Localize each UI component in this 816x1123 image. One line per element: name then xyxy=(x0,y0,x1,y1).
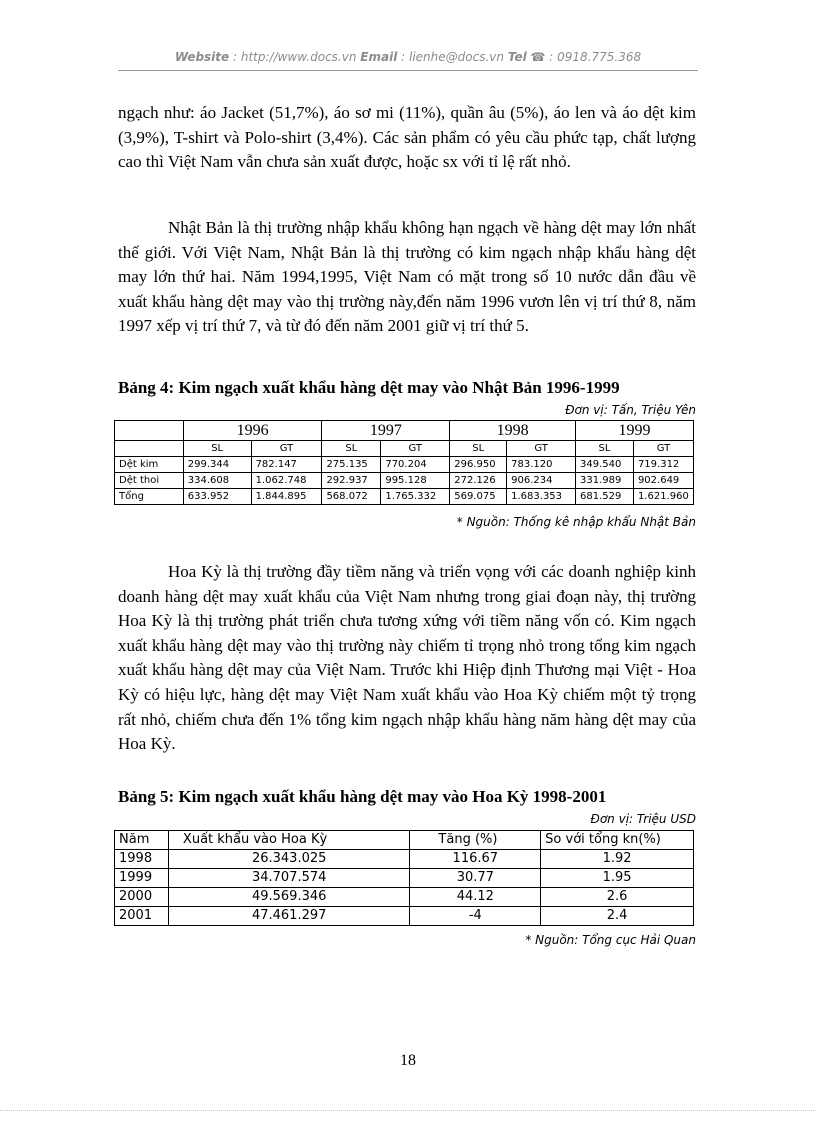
table4-cell: 272.126 xyxy=(450,473,507,489)
table4-subheader: SL xyxy=(322,441,381,457)
table4-subheader: SL xyxy=(576,441,634,457)
table4-subheader: GT xyxy=(251,441,322,457)
table-row xyxy=(115,869,694,888)
table4-corner-cell xyxy=(115,421,184,441)
table4-subheader: GT xyxy=(381,441,450,457)
tel-value: ☎ : 0918.775.368 xyxy=(530,50,642,64)
table4-cell: 296.950 xyxy=(450,457,507,473)
table4-cell: 299.344 xyxy=(183,457,251,473)
table4-year: 1998 xyxy=(450,421,576,441)
table4-cell: 633.952 xyxy=(183,489,251,505)
table4-year: 1996 xyxy=(183,421,322,441)
table4-cell: 349.540 xyxy=(576,457,634,473)
table4-subheader: GT xyxy=(633,441,693,457)
table4-row-label: Dệt kim xyxy=(115,457,184,473)
table5-cell: 26.343.025 xyxy=(168,850,410,869)
table4-cell: 719.312 xyxy=(633,457,693,473)
table4-source: * Nguồn: Thống kê nhập khẩu Nhật Bản xyxy=(456,515,696,529)
table5-source: * Nguồn: Tổng cục Hải Quan xyxy=(525,933,696,947)
table4-cell: 995.128 xyxy=(381,473,450,489)
table5-cell: 1998 xyxy=(115,850,169,869)
table-row xyxy=(115,888,694,907)
page-number: 18 xyxy=(400,1052,416,1069)
table5-header: Tăng (%) xyxy=(410,831,541,850)
table4-subheader: SL xyxy=(183,441,251,457)
email-value: : lienhe@docs.vn xyxy=(401,50,504,64)
table-row xyxy=(115,489,694,505)
table4-cell: 770.204 xyxy=(381,457,450,473)
table5-cell: 30.77 xyxy=(410,869,541,888)
table5-cell: -4 xyxy=(410,907,541,926)
table5-cell: 2.6 xyxy=(541,888,694,907)
table4-cell: 906.234 xyxy=(507,473,576,489)
table4-cell: 331.989 xyxy=(576,473,634,489)
table4-cell: 902.649 xyxy=(633,473,693,489)
table-row xyxy=(115,907,694,926)
table4-unit: Đơn vị: Tấn, Triệu Yên xyxy=(565,403,696,417)
table5-cell: 1.92 xyxy=(541,850,694,869)
table4-cell: 783.120 xyxy=(507,457,576,473)
table5-header-row xyxy=(115,831,694,850)
table5-cell: 116.67 xyxy=(410,850,541,869)
table4-cell: 681.529 xyxy=(576,489,634,505)
table4-cell: 1.062.748 xyxy=(251,473,322,489)
table5-header: Năm xyxy=(115,831,169,850)
table4-row-label: Tổng xyxy=(115,489,184,505)
table5-cell: 1999 xyxy=(115,869,169,888)
table4-japan-exports xyxy=(114,420,694,505)
website-label: Website xyxy=(174,50,230,64)
table5-header: Xuất khẩu vào Hoa Kỳ xyxy=(168,831,410,850)
table4-row-label: Dệt thoi xyxy=(115,473,184,489)
table4-cell: 1.683.353 xyxy=(507,489,576,505)
table4-cell: 292.937 xyxy=(322,473,381,489)
footer-divider xyxy=(0,1110,816,1111)
table4-subheader: GT xyxy=(507,441,576,457)
table5-cell: 1.95 xyxy=(541,869,694,888)
email-label: Email xyxy=(360,50,398,64)
table4-year: 1999 xyxy=(576,421,694,441)
table5-cell: 2001 xyxy=(115,907,169,926)
paragraph-intro: ngạch như: áo Jacket (51,7%), áo sơ mi (11%), quần âu (5%), áo len và áo dệt kim (3,9%), T-shirt và Polo-shirt (3,4%). Các sản phẩm có yêu cầu phức tạp, chất lượng cao thì Việt Nam vẫn chưa sản xuất được, hoặc sx với tỉ lệ rất nhỏ. xyxy=(118,103,696,172)
table4-corner-cell xyxy=(115,441,184,457)
table4-cell: 1.765.332 xyxy=(381,489,450,505)
table5-unit: Đơn vị: Triệu USD xyxy=(590,812,696,826)
table5-cell: 2000 xyxy=(115,888,169,907)
table-row xyxy=(115,473,694,489)
table4-cell: 568.072 xyxy=(322,489,381,505)
table5-header: So với tổng kn(%) xyxy=(541,831,694,850)
paragraph-usa: Hoa Kỳ là thị trường đầy tiềm năng và triển vọng với các doanh nghiệp kinh doanh hàng dệt may xuất khẩu của Việt Nam nhưng trong giai đoạn này, thị trường Hoa Kỳ là thị trường phát triển chưa tương xứng với tiềm năng vốn có. Kim ngạch xuất khẩu hàng dệt may vào thị trường này chiếm tỉ trọng nhỏ trong tổng kim ngạch xuất khẩu hàng dệt may của Việt Nam. Trước khi Hiệp định Thương mại Việt - Hoa Kỳ có hiệu lực, hàng dệt may Việt Nam xuất khẩu vào Hoa Kỳ chiếm một tỷ trọng rất nhỏ, chiếm chưa đến 1% tổng kim ngạch nhập khẩu hàng năm hàng dệt may của Hoa Kỳ. xyxy=(118,562,696,754)
table4-cell: 1.844.895 xyxy=(251,489,322,505)
table5-caption: Bảng 5: Kim ngạch xuất khẩu hàng dệt may vào Hoa Kỳ 1998-2001 xyxy=(118,787,607,806)
table5-usa-exports xyxy=(114,830,694,926)
table4-cell: 782.147 xyxy=(251,457,322,473)
table4-year: 1997 xyxy=(322,421,450,441)
table4-subheader: SL xyxy=(450,441,507,457)
table5-cell: 47.461.297 xyxy=(168,907,410,926)
table-row xyxy=(115,850,694,869)
header-divider xyxy=(118,70,698,71)
website-value: : http://www.docs.vn xyxy=(233,50,357,64)
table-row xyxy=(115,457,694,473)
tel-label: Tel xyxy=(507,50,527,64)
table4-cell: 1.621.960 xyxy=(633,489,693,505)
page-header xyxy=(118,50,698,64)
paragraph-japan: Nhật Bản là thị trường nhập khẩu không hạn ngạch về hàng dệt may lớn nhất thế giới. Với Việt Nam, Nhật Bản là thị trường có kim ngạch nhập khẩu hàng dệt may lớn thứ hai. Năm 1994,1995, Việt Nam có mặt trong số 10 nước dẫn đầu về xuất khẩu hàng dệt may vào thị trường này,đến năm 1996 vươn lên vị trí thứ 8, năm 1997 xếp vị trí thứ 7, và từ đó đến năm 2001 giữ vị trí thứ 5. xyxy=(118,218,696,336)
table5-cell: 49.569.346 xyxy=(168,888,410,907)
table4-caption: Bảng 4: Kim ngạch xuất khẩu hàng dệt may vào Nhật Bản 1996-1999 xyxy=(118,378,620,397)
table5-cell: 44.12 xyxy=(410,888,541,907)
table4-cell: 275.135 xyxy=(322,457,381,473)
table4-cell: 569.075 xyxy=(450,489,507,505)
table5-cell: 34.707.574 xyxy=(168,869,410,888)
table4-cell: 334.608 xyxy=(183,473,251,489)
table5-cell: 2.4 xyxy=(541,907,694,926)
